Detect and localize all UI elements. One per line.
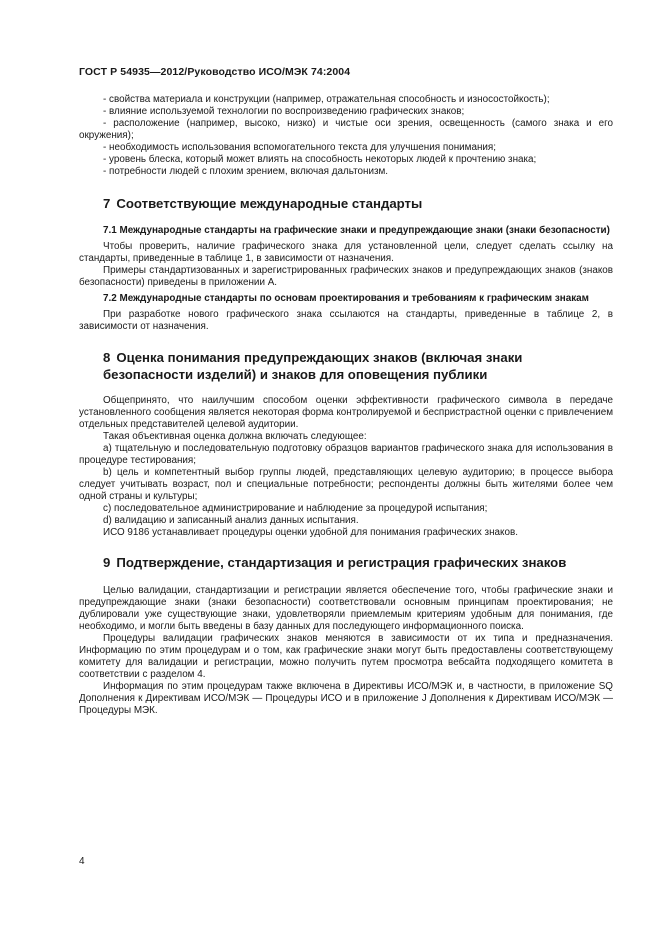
section-number: 8 [103, 350, 111, 365]
list-item: с) последовательное администрирование и наблюдение за процедурой испытания; [103, 503, 488, 514]
paragraph: Примеры стандартизованных и зарегистрированных графических знаков и предупреждающих знаков (знаков безопасности) приведены в приложении А. [79, 265, 613, 288]
paragraph: Такая объективная оценка должна включать следующее: [103, 431, 367, 442]
bullet-list [79, 94, 613, 178]
list-item: - необходимость использования вспомогательного текста для улучшения понимания; [103, 142, 497, 153]
list-item: - расположение (например, высоко, низко) и чистые оси зрения, освещенность (самого знака и его окружения); [79, 118, 613, 141]
section-7-heading [79, 195, 613, 212]
paragraph: Общепринято, что наилучшим способом оценки эффективности графического символа в передаче установленного сообщения является некоторая форма контролируемой и беспристрастной оценки с привлечением отдельных представителей целевой аудитории. [79, 395, 613, 430]
list-item: b) цель и компетентный выбор группы людей, представляющих целевую аудиторию; в процессе выбора следует учитывать возраст, пол и специальные потребности; респонденты должны быть жителями более чем одной страны и культуры; [79, 467, 613, 502]
list-item: - свойства материала и конструкции (например, отражательная способность и износостойкость); [103, 94, 550, 105]
paragraph: При разработке нового графического знака ссылаются на стандарты, приведенные в таблице 2, в зависимости от назначения. [79, 309, 613, 332]
paragraph: Целью валидации, стандартизации и регистрации является обеспечение того, чтобы графические знаки и предупреждающие знаки (знаки безопасности) соответствовали основным принципам проектирования; не дублировали уже существующие знаки, удовлетворяли приемлемым критериям удобным для понимания, где необходимо, и могли быть введены в базу данных для последующего информационного поиска. [79, 585, 613, 632]
paragraph: Процедуры валидации графических знаков меняются в зависимости от их типа и предназначения. Информацию по этим процедурам и о том, как графические знаки могут быть предоставлены соответствующему комитету для валидации и регистрации, можно получить путем просмотра вебсайта подходящего комитета в соответствии с разделом 4. [79, 633, 613, 680]
page-content [79, 94, 613, 717]
page-number: 4 [79, 856, 85, 867]
section-number: 9 [103, 555, 111, 570]
section-9-heading [79, 554, 613, 571]
paragraph: ИСО 9186 устанавливает процедуры оценки удобной для понимания графических знаков. [103, 527, 518, 538]
subsection-7-2-heading: 7.2 Международные стандарты по основам проектирования и требованиям к графическим знакам [103, 293, 589, 304]
section-number: 7 [103, 196, 111, 211]
list-item: - уровень блеска, который может влиять на способность некоторых людей к прочтению знака; [103, 154, 537, 165]
paragraph: Чтобы проверить, наличие графического знака для установленной цели, следует сделать ссылку на стандарты, приведенные в таблице 1, в зависимости от назначения. [79, 241, 613, 264]
section-title: Соответствующие международные стандарты [116, 196, 423, 211]
page-header: ГОСТ Р 54935—2012/Руководство ИСО/МЭК 74:2004 [79, 66, 351, 78]
list-item: d) валидацию и записанный анализ данных испытания. [103, 515, 359, 526]
section-title: Оценка понимания предупреждающих знаков (включая знаки безопасности изделий) и знаков для оповещения публики [103, 350, 523, 382]
subsection-7-1-heading: 7.1 Международные стандарты на графические знаки и предупреждающие знаки (знаки безопасности) [103, 225, 610, 236]
paragraph: Информация по этим процедурам также включена в Директивы ИСО/МЭК и, в частности, в приложение SQ Дополнения к Директивам ИСО/МЭК — Процедуры ИСО и в приложение J Дополнения к Директивам ИСО/МЭК — Процедуры МЭК. [79, 681, 613, 716]
section-8-heading [79, 349, 613, 383]
section-title: Подтверждение, стандартизация и регистрация графических знаков [116, 555, 567, 570]
list-item: а) тщательную и последовательную подготовку образцов вариантов графического знака для использования в процедуре тестирования; [79, 443, 613, 466]
list-item: - влияние используемой технологии по воспроизведению графических знаков; [103, 106, 465, 117]
list-item: - потребности людей с плохим зрением, включая дальтонизм. [103, 166, 389, 177]
